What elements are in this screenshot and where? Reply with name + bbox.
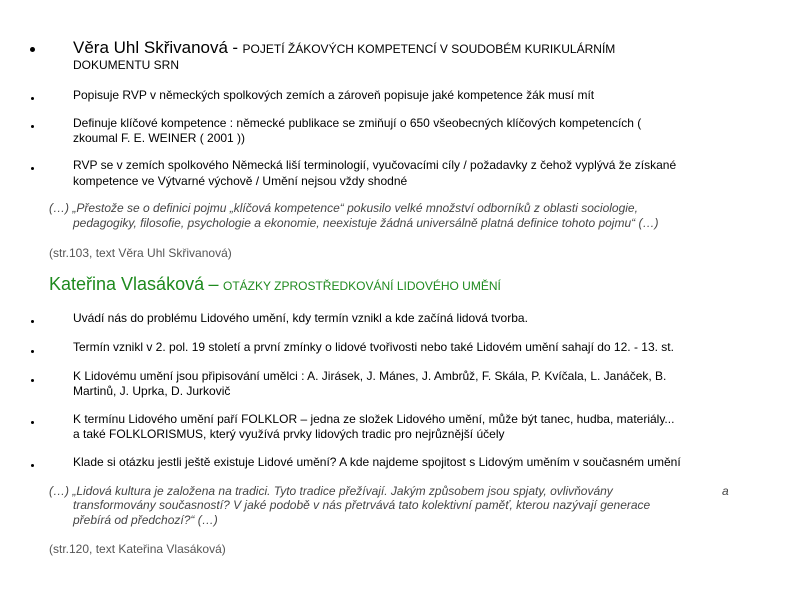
section1-topic-line1: POJETÍ ŽÁKOVÝCH KOMPETENCÍ V SOUDOBÉM KURIKULÁRNÍM	[242, 42, 616, 56]
section2-bullet-3-line2: Martinů, J. Uprka, D. Jurkovič	[73, 384, 231, 398]
section2-bullet-4-line2: a také FOLKLORISMUS, který využívá prvky lidových tradic pro nejrůznější účely	[73, 427, 505, 441]
section2-source: (str.120, text Kateřina Vlasáková)	[49, 542, 226, 556]
section2-topic: OTÁZKY ZPROSTŘEDKOVÁNÍ LIDOVÉHO UMĚNÍ	[223, 279, 501, 293]
section1-author: Věra Uhl Skřivanová	[73, 38, 228, 57]
bullet-dot	[31, 167, 34, 170]
section1-source: (str.103, text Věra Uhl Skřivanová)	[49, 246, 232, 260]
bullet-dot	[31, 125, 34, 128]
section1-bullet-3-line1: RVP se v zemích spolkového Německá liší terminologií, vyučovacími cíly / požadavky z čehož vyplývá že získané	[73, 158, 677, 172]
section1-dash: -	[232, 38, 239, 57]
section2-bullet-5: Klade si otázku jestli ještě existuje Lidové umění? A kde najdeme spojitost s Lidovým uměním v současném umění	[73, 455, 681, 469]
bullet-dot	[31, 97, 34, 100]
section2-quote-line2: transformovány současností? V jaké podobě v nás přetrvává tato kolektivní paměť, kterou nazývají generace	[73, 498, 651, 512]
section2-dash: –	[208, 274, 219, 294]
section1-bullet-1: Popisuje RVP v německých spolkových zemích a zároveň popisuje jaké kompetence žák musí mít	[73, 88, 595, 102]
section1-quote-line1: (…) „Přestože se o definici pojmu „klíčová kompetence“ pokusilo velké množství odborníků z oblasti sociologie,	[49, 201, 638, 215]
section2-heading	[49, 274, 501, 295]
section2-quote-trailing-word: a	[722, 484, 729, 498]
bullet-dot	[31, 421, 34, 424]
bullet-dot	[31, 350, 34, 353]
section1-bullet-3-line2: kompetence ve Výtvarné výchově / Umění nejsou vždy shodné	[73, 174, 408, 188]
section1-bullet-2-line1: Definuje klíčové kompetence : německé publikace se zmiňují o 650 všeobecných klíčových kompetencích (	[73, 116, 642, 130]
section1-bullet-2-line2: zkoumal F. E. WEINER ( 2001 ))	[73, 131, 246, 145]
section2-author: Kateřina Vlasáková	[49, 274, 205, 294]
section2-quote-line1: (…) „Lidová kultura je založena na tradici. Tyto tradice přežívají. Jakým způsobem jsou spjaty, ovlivňovány	[49, 484, 613, 498]
bullet-dot	[31, 464, 34, 467]
section1-topic-line2: DOKUMENTU SRN	[73, 58, 180, 72]
section2-bullet-3-line1: K Lidovému umění jsou připisování umělci : A. Jirásek, J. Mánes, J. Ambrůž, F. Skála, P. Kvíčala, L. Janáček, B.	[73, 369, 667, 383]
section2-bullet-4-line1: K termínu Lidového umění paří FOLKLOR – jedna ze složek Lidového umění, může být tanec, hudba, materiály...	[73, 412, 675, 426]
section1-quote-line2: pedagogiky, filosofie, psychologie a ekonomie, neexistuje žádná universálně platná definice tohoto pojmu“ (…)	[73, 216, 659, 230]
section2-quote-line3: přebírá od předchozí?“ (…)	[73, 513, 218, 527]
bullet-dot	[31, 379, 34, 382]
section2-bullet-1: Uvádí nás do problému Lidového umění, kdy termín vznikl a kde začíná lidová tvorba.	[73, 311, 528, 325]
bullet-dot	[31, 320, 34, 323]
bullet-dot	[30, 47, 35, 52]
section2-bullet-2: Termín vznikl v 2. pol. 19 století a první zmínky o lidové tvořivosti nebo také Lidovém umění sahají do 12. - 13. st.	[73, 340, 674, 354]
section1-heading	[73, 38, 615, 58]
